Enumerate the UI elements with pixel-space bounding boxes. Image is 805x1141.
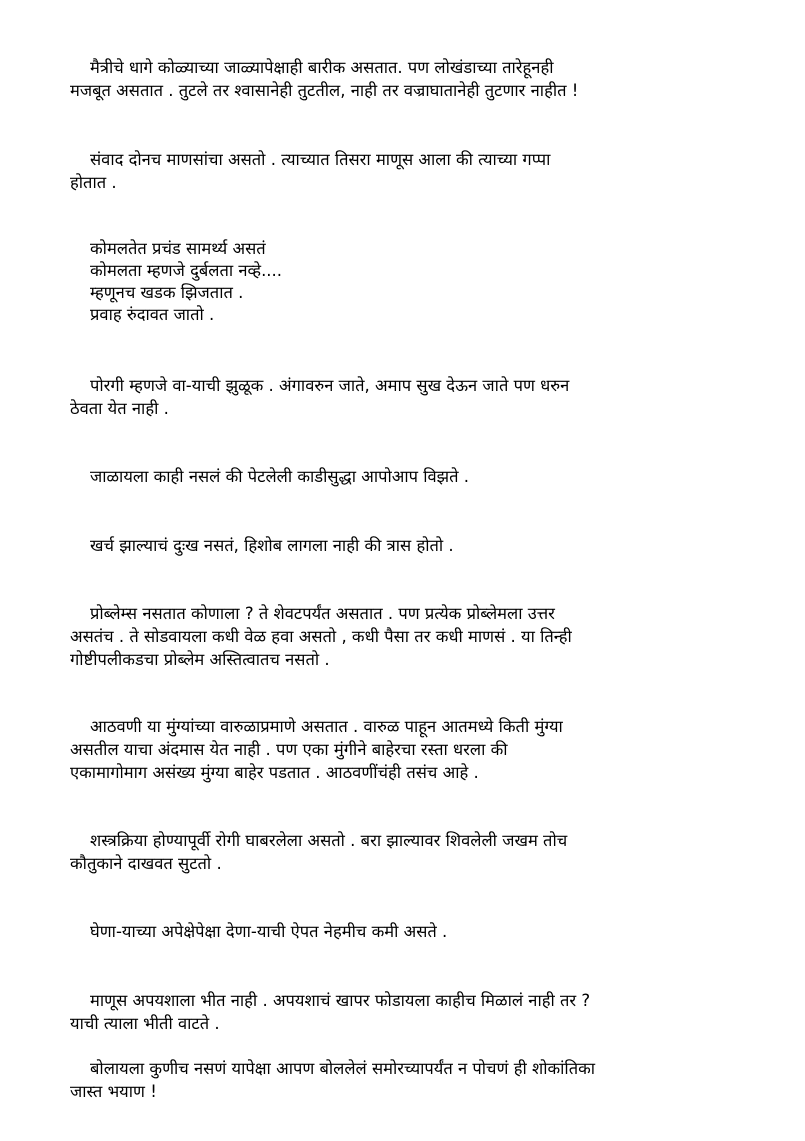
paragraph-memories bbox=[70, 715, 760, 784]
paragraph-tragedy bbox=[70, 1057, 760, 1103]
text-line: म्हणूनच खडक झिजतात . bbox=[90, 283, 244, 302]
text-line: कोमलता म्हणजे दुर्बलता नव्हे.... bbox=[90, 261, 283, 280]
text-line: मैत्रीचे धागे कोळ्याच्या जाळ्यापेक्षाही बारीक असतात. पण लोखंडाच्या तारेहूनही bbox=[90, 58, 554, 77]
text-line: मजबूत असतात . तुटले तर श्वासानेही तुटतील, नाही तर वज्राघातानेही तुटणार नाहीत ! bbox=[70, 81, 579, 100]
text-line: घेणा-याच्या अपेक्षेपेक्षा देणा-याची ऐपत नेहमीच कमी असते . bbox=[90, 922, 448, 941]
text-line: प्रवाह रुंदावत जातो . bbox=[90, 305, 215, 324]
text-line: बोलायला कुणीच नसणं यापेक्षा आपण बोललेलं समोरच्यापर्यंत न पोचणं ही शोकांतिका bbox=[90, 1059, 596, 1078]
paragraph-softness-poem bbox=[70, 238, 760, 326]
paragraph-matchstick bbox=[70, 465, 760, 488]
text-line: ठेवता येत नाही . bbox=[70, 399, 169, 418]
text-line: आठवणी या मुंग्यांच्या वारुळाप्रमाणे असतात . वारुळ पाहून आतमध्ये किती मुंग्या bbox=[90, 717, 563, 736]
paragraph-giver bbox=[70, 920, 760, 943]
text-line: एकामागोमाग असंख्य मुंग्या बाहेर पडतात . आठवणींचंही तसंच आहे . bbox=[70, 763, 479, 782]
text-line: पोरगी म्हणजे वा-याची झुळूक . अंगावरुन जाते, अमाप सुख देऊन जाते पण धरुन bbox=[90, 376, 570, 395]
text-line: होतात . bbox=[70, 173, 117, 192]
paragraph-failure bbox=[70, 989, 760, 1035]
text-line: खर्च झाल्याचं दुःख नसतं, हिशोब लागला नाही की त्रास होतो . bbox=[90, 536, 454, 555]
text-line: कौतुकाने दाखवत सुटतो . bbox=[70, 854, 222, 873]
paragraph-friendship bbox=[70, 56, 760, 102]
text-line: जाळायला काही नसलं की पेटलेली काडीसुद्धा आपोआप विझते . bbox=[90, 467, 470, 486]
paragraph-breeze bbox=[70, 374, 760, 420]
text-line: असतील याचा अंदमास येत नाही . पण एका मुंगीने बाहेरचा रस्ता धरला की bbox=[70, 740, 508, 759]
paragraph-expense bbox=[70, 534, 760, 557]
paragraph-problems bbox=[70, 602, 760, 671]
text-line: माणूस अपयशाला भीत नाही . अपयशाचं खापर फोडायला काहीच मिळालं नाही तर ? bbox=[90, 991, 591, 1010]
text-line: प्रोब्लेम्स नसतात कोणाला ? ते शेवटपर्यंत असतात . पण प्रत्येक प्रोब्लेमला उत्तर bbox=[90, 604, 555, 623]
paragraph-dialogue bbox=[70, 148, 760, 194]
text-line: संवाद दोनच माणसांचा असतो . त्याच्यात तिसरा माणूस आला की त्याच्या गप्पा bbox=[90, 150, 551, 169]
text-line: याची त्याला भीती वाटते . bbox=[70, 1014, 220, 1033]
text-line: कोमलतेत प्रचंड सामर्थ्य असतं bbox=[90, 239, 266, 258]
text-line: असतंच . ते सोडवायला कधी वेळ हवा असतो , कधी पैसा तर कधी माणसं . या तिन्ही bbox=[70, 627, 572, 646]
text-line: जास्त भयाण ! bbox=[70, 1082, 157, 1101]
text-line: गोष्टीपलीकडचा प्रोब्लेम अस्तित्वातच नसतो . bbox=[70, 650, 330, 669]
paragraph-surgery bbox=[70, 829, 760, 875]
text-line: शस्त्रक्रिया होण्यापूर्वी रोगी घाबरलेला असतो . बरा झाल्यावर शिवलेली जखम तोच bbox=[90, 831, 568, 850]
